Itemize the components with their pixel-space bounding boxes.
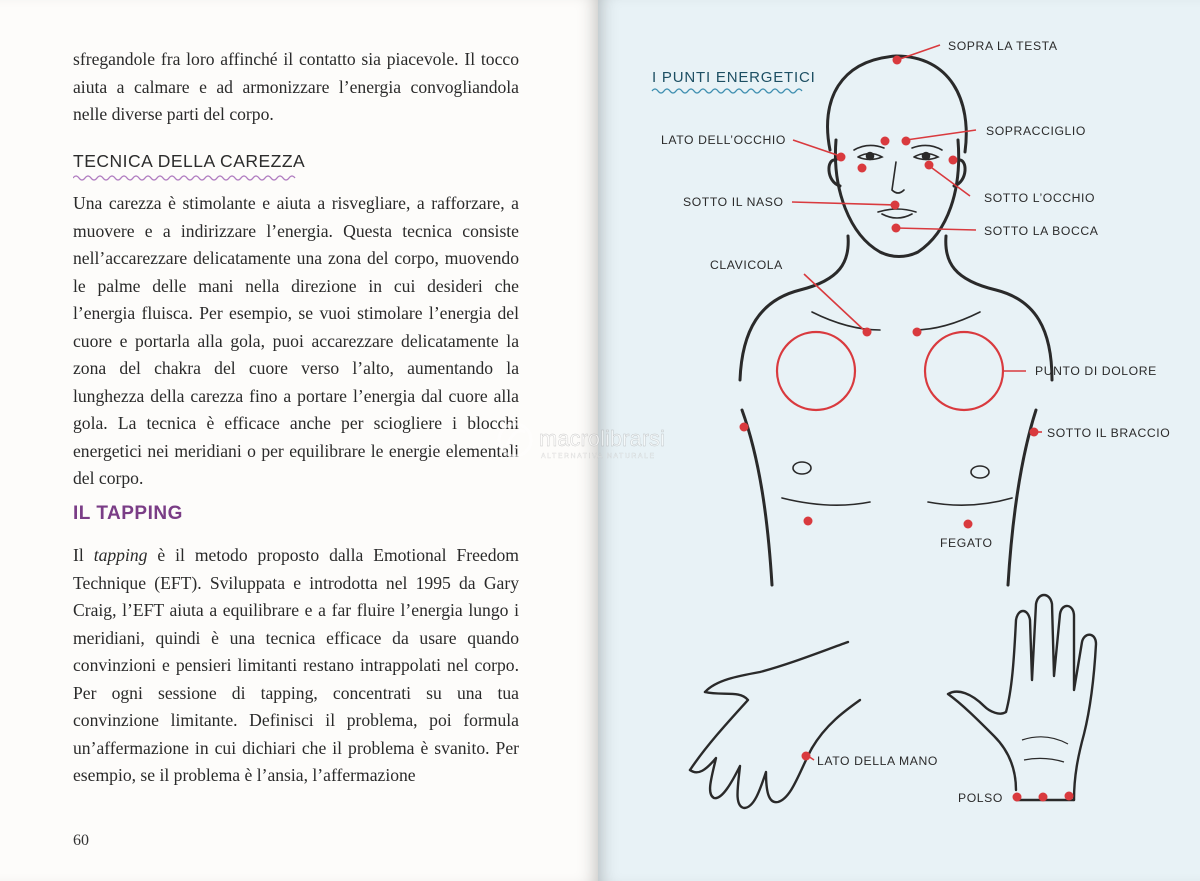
label-sotto-braccio: SOTTO IL BRACCIO: [1047, 426, 1171, 440]
point-polso-1: [1013, 793, 1022, 802]
label-sopracciglio: SOPRACCIGLIO: [986, 124, 1086, 138]
point-sopracciglio-right: [902, 137, 911, 146]
watermark-brand: macrolibrarsi: [539, 426, 665, 451]
label-sotto-occhio: SOTTO L’OCCHIO: [984, 191, 1096, 205]
energy-points-illustration: [598, 0, 1200, 881]
point-sotto-braccio-left: [740, 423, 749, 432]
label-polso: POLSO: [958, 791, 1003, 805]
label-punto-dolore: PUNTO DI DOLORE: [1035, 364, 1157, 378]
heading-tecnica-carezza: TECNICA DELLA CAREZZA: [73, 151, 306, 171]
label-lato-mano: LATO DELLA MANO: [817, 754, 938, 768]
leader-lines: [792, 45, 1042, 760]
left-page: [0, 0, 598, 881]
figure-title: I PUNTI ENERGETICI: [652, 69, 816, 86]
paragraph-carezza: Una carezza è stimolante e aiuta a risvegliare, a rafforzare, a muovere e a indirizzare l’energia. Questa tecnica consiste nell’accarezzare delicatamente una zona del corpo, muovendo le palme delle mani nella direzione in cui desideri che l’energia fluisca. Per esempio, se vuoi stimolare l’energia del cuore e portarla alla gola, puoi accarezzare delicatamente la zona del chakra del cuore verso l’alto, aumentando la lunghezza della carezza fino a portare l’energia dal cuore alla gola. La tecnica è efficace anche per sciogliere i blocchi energetici nei meridiani o per equilibrare le energie elementali del corpo.: [73, 193, 519, 488]
label-sopra-la-testa: SOPRA LA TESTA: [948, 39, 1058, 53]
point-fegato-left: [804, 517, 813, 526]
right-page: [598, 0, 1200, 881]
point-sotto-la-bocca: [892, 224, 901, 233]
pain-circle-right: [925, 332, 1003, 410]
heading-il-tapping: IL TAPPING: [73, 503, 183, 524]
wavy-underline: [73, 174, 299, 182]
point-lato-occhio-left: [837, 153, 846, 162]
right-hand-outline: [948, 595, 1096, 800]
point-sotto-il-naso: [891, 201, 900, 210]
label-clavicola: CLAVICOLA: [710, 258, 783, 272]
paragraph-intro: sfregandole fra loro affinché il contatto sia piacevole. Il tocco aiuta a calmare e ad armonizzare l’energia convogliandola nelle diverse parti del corpo.: [73, 49, 519, 124]
label-fegato: FEGATO: [940, 536, 993, 550]
label-lato-occhio: LATO DELL’OCCHIO: [661, 133, 786, 147]
title-wave: [652, 89, 802, 93]
point-sopra-la-testa: [893, 56, 902, 65]
point-lato-occhio-right: [949, 156, 958, 165]
pain-circle-left: [777, 332, 855, 410]
point-polso-3: [1065, 792, 1074, 801]
palm-lines: [1022, 737, 1068, 762]
point-sopracciglio-left: [881, 137, 890, 146]
point-sotto-occhio-right: [925, 161, 934, 170]
body-details: [782, 145, 1012, 505]
tapping-points: [740, 56, 1074, 802]
watermark-tagline: ALTERNATIVA NATURALE: [541, 453, 656, 460]
page-number: 60: [73, 832, 89, 849]
point-polso-2: [1039, 793, 1048, 802]
paragraph-tapping: Il tapping è il metodo proposto dalla Emotional Freedom Technique (EFT). Sviluppata e introdotta nel 1995 da Gary Craig, l’EFT aiuta a equilibrare e a far fluire l’energia lungo i meridiani, quindi è una tecnica efficace da usare quando convinzioni e pensieri limitanti restano intrappolati nel corpo. Per ogni sessione di tapping, concentrati su una tua convinzione limitante. Definisci il problema, poi formula un’affermazione in cui dichiari che il problema è svanito. Per esempio, se il problema è l’ansia, l’affermazione: [73, 545, 519, 785]
label-sotto-bocca: SOTTO LA BOCCA: [984, 224, 1099, 238]
point-clavicola-left: [863, 328, 872, 337]
left-hand-outline: [690, 642, 860, 808]
point-clavicola-right: [913, 328, 922, 337]
label-sotto-naso: SOTTO IL NASO: [683, 195, 784, 209]
point-fegato-right: [964, 520, 973, 529]
point-lato-della-mano: [802, 752, 811, 761]
point-sotto-braccio-right: [1030, 428, 1039, 437]
point-sotto-occhio-left: [858, 164, 867, 173]
